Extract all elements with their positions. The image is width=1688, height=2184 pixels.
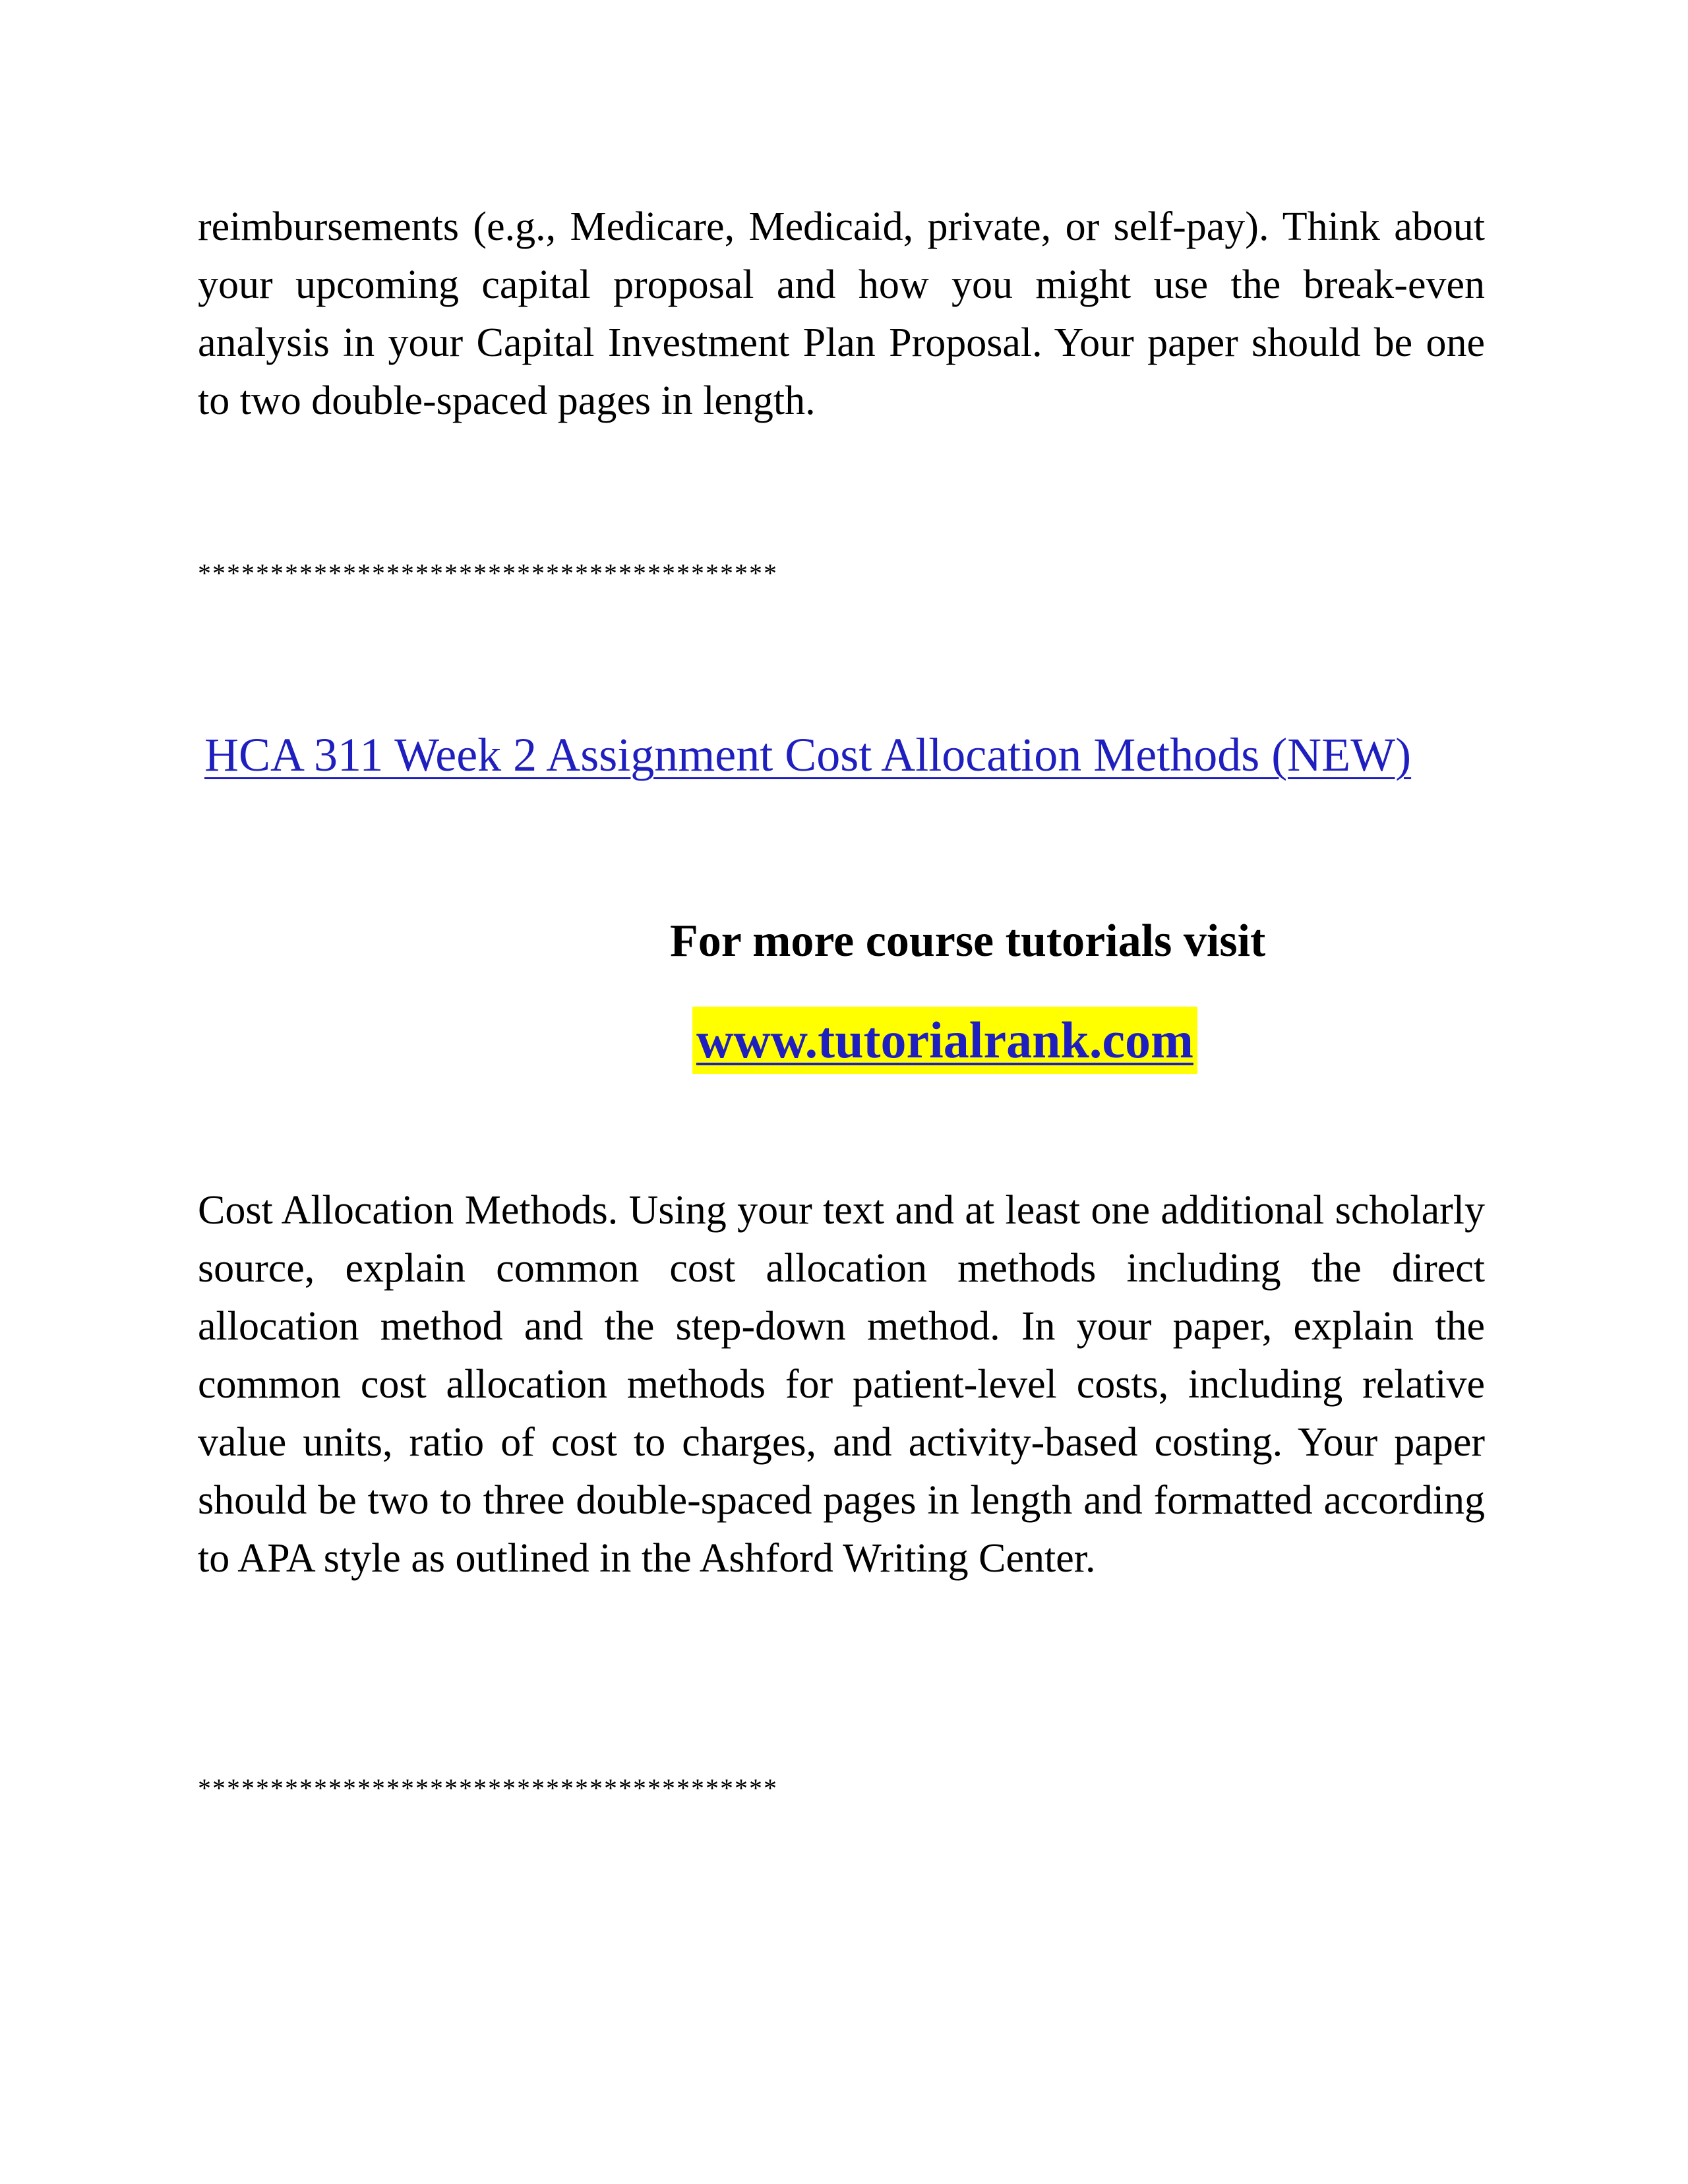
separator-top: **************************************** [198,558,778,588]
website-link[interactable]: www.tutorialrank.com [692,1007,1197,1074]
visit-label: For more course tutorials visit [670,916,1266,966]
assignment-title-link[interactable]: HCA 311 Week 2 Assignment Cost Allocation Methods (NEW) [204,728,1412,781]
intro-paragraph: reimbursements (e.g., Medicare, Medicaid, private, or self-pay). Think about your upcoming capital proposal and how you might use the break-even analysis in your Capital Investment Plan Proposal. Your paper should be one to two double-spaced pages in length. [198,204,1485,423]
body-paragraph: Cost Allocation Methods. Using your text and at least one additional scholarly source, explain common cost allocation methods including the direct allocation method and the step-down method. In your paper, explain the common cost allocation methods for patient-level costs, including relative value units, ratio of cost to charges, and activity-based costing. Your paper should be two to three double-spaced pages in length and formatted according to APA style as outlined in the Ashford Writing Center. [198,1188,1485,1581]
separator-bottom: **************************************** [198,1773,778,1803]
